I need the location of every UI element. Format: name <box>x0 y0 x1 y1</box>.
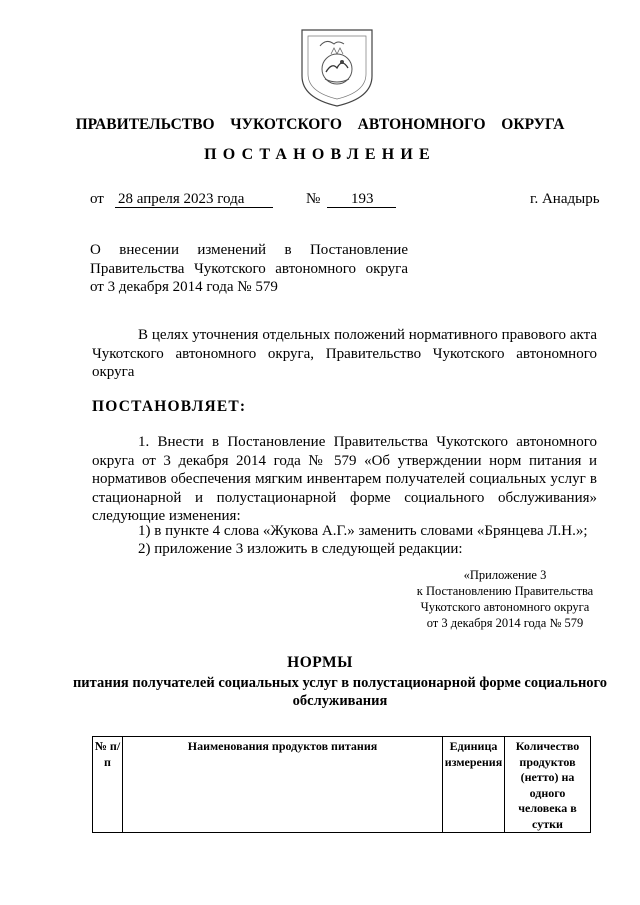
norms-subtitle: питания получателей социальных услуг в полустационарной форме социального обслуживания <box>72 675 608 709</box>
number-label: № <box>306 191 321 207</box>
appendix-line: к Постановлению Правительства <box>416 584 594 598</box>
document-subject: О внесении изменений в Постановление Правительства Чукотского автономного округа от 3 декабря 2014 года № 579 <box>90 242 408 295</box>
appendix-line: от 3 декабря 2014 года № 579 <box>426 616 584 630</box>
organization-title: ПРАВИТЕЛЬСТВО ЧУКОТСКОГО АВТОНОМНОГО ОКРУГА <box>75 116 565 133</box>
document-number: 193 <box>351 191 374 207</box>
coat-of-arms-emblem <box>298 24 376 108</box>
header-cell-unit: Единица измерения <box>443 737 505 833</box>
preamble-paragraph: В целях уточнения отдельных положений нормативного правового акта Чукотского автономного округа, Правительство Чукотского автономного округа <box>92 327 597 380</box>
number-underline <box>327 207 396 208</box>
document-type: ПОСТАНОВЛЕНИЕ <box>204 146 436 163</box>
date-underline <box>115 207 273 208</box>
appendix-reference <box>380 567 630 631</box>
header-cell-quantity: Количество продуктов (нетто) на одного человека в сутки <box>505 737 591 833</box>
document-date: 28 апреля 2023 года <box>118 191 245 207</box>
appendix-line: «Приложение 3 <box>463 568 547 582</box>
item-1-paragraph: 1. Внести в Постановление Правительства Чукотского автономного округа от 3 декабря 2014 года № 579 «Об утверждении норм питания и нормативов обеспечения мягким инвентарем получателей социальных услуг в стационарной и полустационарной форме социального обслуживания» следующие изменения: <box>92 434 597 524</box>
from-label: от <box>90 191 104 207</box>
header-cell-product: Наименования продуктов питания <box>123 737 443 833</box>
norms-table <box>92 736 591 833</box>
item-1-1-paragraph: 1) в пункте 4 слова «Жукова А.Г.» заменить словами «Брянцева Л.Н.»; <box>138 523 588 539</box>
item-1-2-paragraph: 2) приложение 3 изложить в следующей редакции: <box>138 541 463 557</box>
appendix-line: Чукотского автономного округа <box>420 600 590 614</box>
document-city: г. Анадырь <box>530 191 600 207</box>
table-header-row <box>93 737 591 833</box>
header-cell-number: № п/п <box>93 737 123 833</box>
decree-heading: ПОСТАНОВЛЯЕТ: <box>92 398 247 415</box>
norms-title: НОРМЫ <box>287 654 353 671</box>
